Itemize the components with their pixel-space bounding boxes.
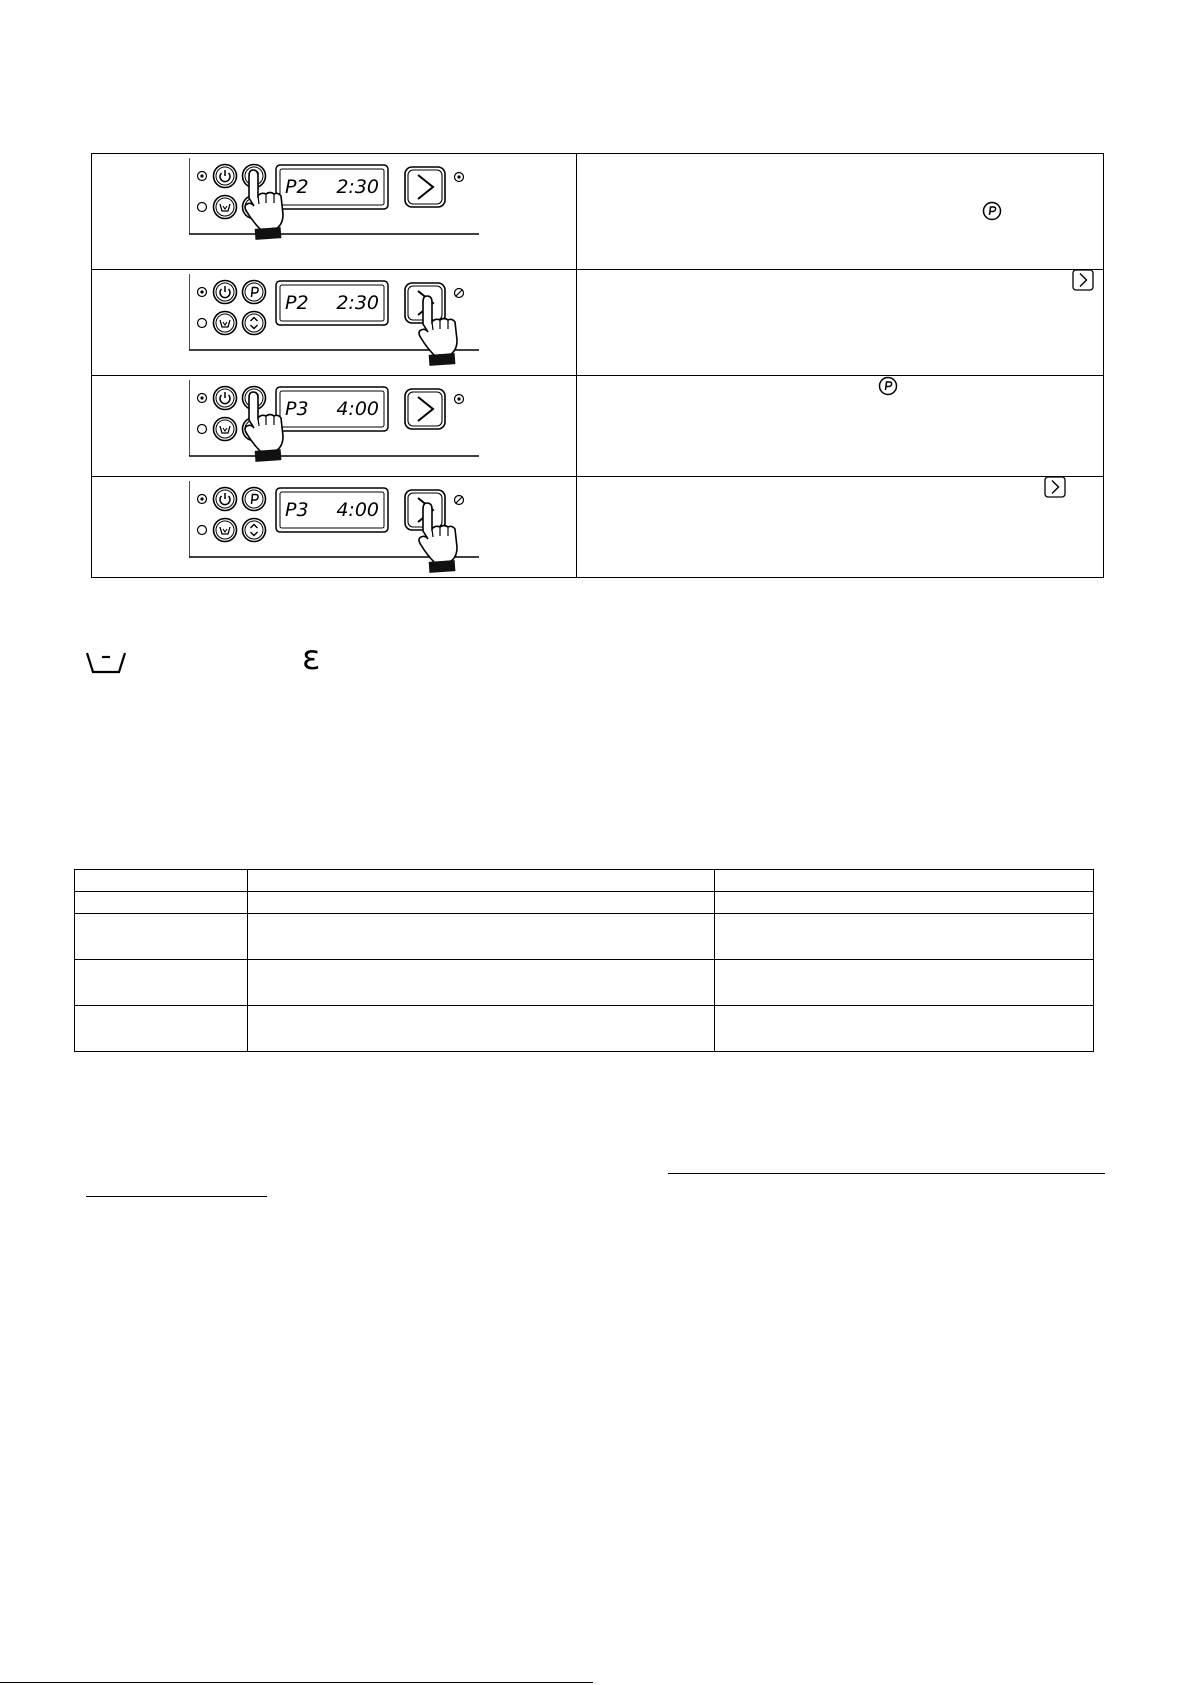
lcd-display (276, 165, 388, 209)
table-cell (247, 914, 715, 960)
display-time: 4:00 (336, 398, 379, 420)
display-program: P2 (285, 292, 309, 314)
bowl-button[interactable] (214, 418, 237, 441)
underline-rule (86, 1196, 267, 1197)
lcd-display (276, 488, 388, 532)
updown-button[interactable] (243, 519, 266, 542)
bowl-button[interactable] (214, 519, 237, 542)
footnote-rule (0, 1682, 593, 1683)
step-row (92, 269, 1103, 375)
table-row (75, 960, 1094, 1006)
table-cell (75, 914, 248, 960)
indicator-led (198, 425, 207, 434)
control-panel (189, 376, 479, 477)
step-row (92, 154, 1103, 269)
start-chevron-icon (1044, 476, 1066, 498)
table-cell (75, 1006, 248, 1052)
table-cell (75, 960, 248, 1006)
bowl-button[interactable] (214, 312, 237, 335)
program-icon (878, 376, 898, 396)
table-cell (247, 960, 715, 1006)
table-row (75, 914, 1094, 960)
display-time: 2:30 (336, 176, 379, 198)
table-row (75, 870, 1094, 892)
power-button[interactable] (214, 387, 237, 410)
underline-rule (668, 1173, 1105, 1174)
table-cell (75, 892, 248, 914)
step-row (92, 375, 1103, 476)
control-panel (189, 154, 479, 269)
indicator-led (198, 203, 207, 212)
table-cell (715, 870, 1094, 892)
power-button[interactable] (214, 488, 237, 511)
display-program: P3 (285, 499, 309, 521)
table-cell (715, 1006, 1094, 1052)
table-cell (715, 960, 1094, 1006)
bowl-minus-icon (85, 650, 127, 676)
display-time: 2:30 (336, 292, 379, 314)
step-row (92, 476, 1103, 577)
info-table (74, 869, 1094, 1052)
lcd-display (276, 387, 388, 431)
program-icon (982, 201, 1002, 221)
power-button[interactable] (214, 165, 237, 188)
program-button[interactable] (243, 281, 266, 304)
table-cell (715, 892, 1094, 914)
display-program: P3 (285, 398, 309, 420)
power-button[interactable] (214, 281, 237, 304)
display-program: P2 (285, 176, 309, 198)
table-cell (247, 892, 715, 914)
program-button[interactable] (243, 488, 266, 511)
table-cell (75, 870, 248, 892)
start-button[interactable] (405, 389, 445, 429)
table-cell (247, 870, 715, 892)
indicator-led (198, 319, 207, 328)
pointing-hand-icon (419, 503, 457, 573)
bowl-button[interactable] (214, 196, 237, 219)
table-cell (715, 914, 1094, 960)
table-cell (247, 1006, 715, 1052)
table-row (75, 892, 1094, 914)
control-panel (189, 270, 479, 376)
indicator-led (198, 526, 207, 535)
lcd-display (276, 281, 388, 325)
start-button[interactable] (405, 167, 445, 207)
start-chevron-icon (1072, 269, 1094, 291)
table-row (75, 1006, 1094, 1052)
error-symbol: ɛ (302, 638, 321, 678)
steps-table (91, 153, 1104, 578)
pointing-hand-icon (419, 296, 457, 366)
updown-button[interactable] (243, 312, 266, 335)
display-time: 4:00 (336, 499, 379, 521)
control-panel (189, 477, 479, 578)
